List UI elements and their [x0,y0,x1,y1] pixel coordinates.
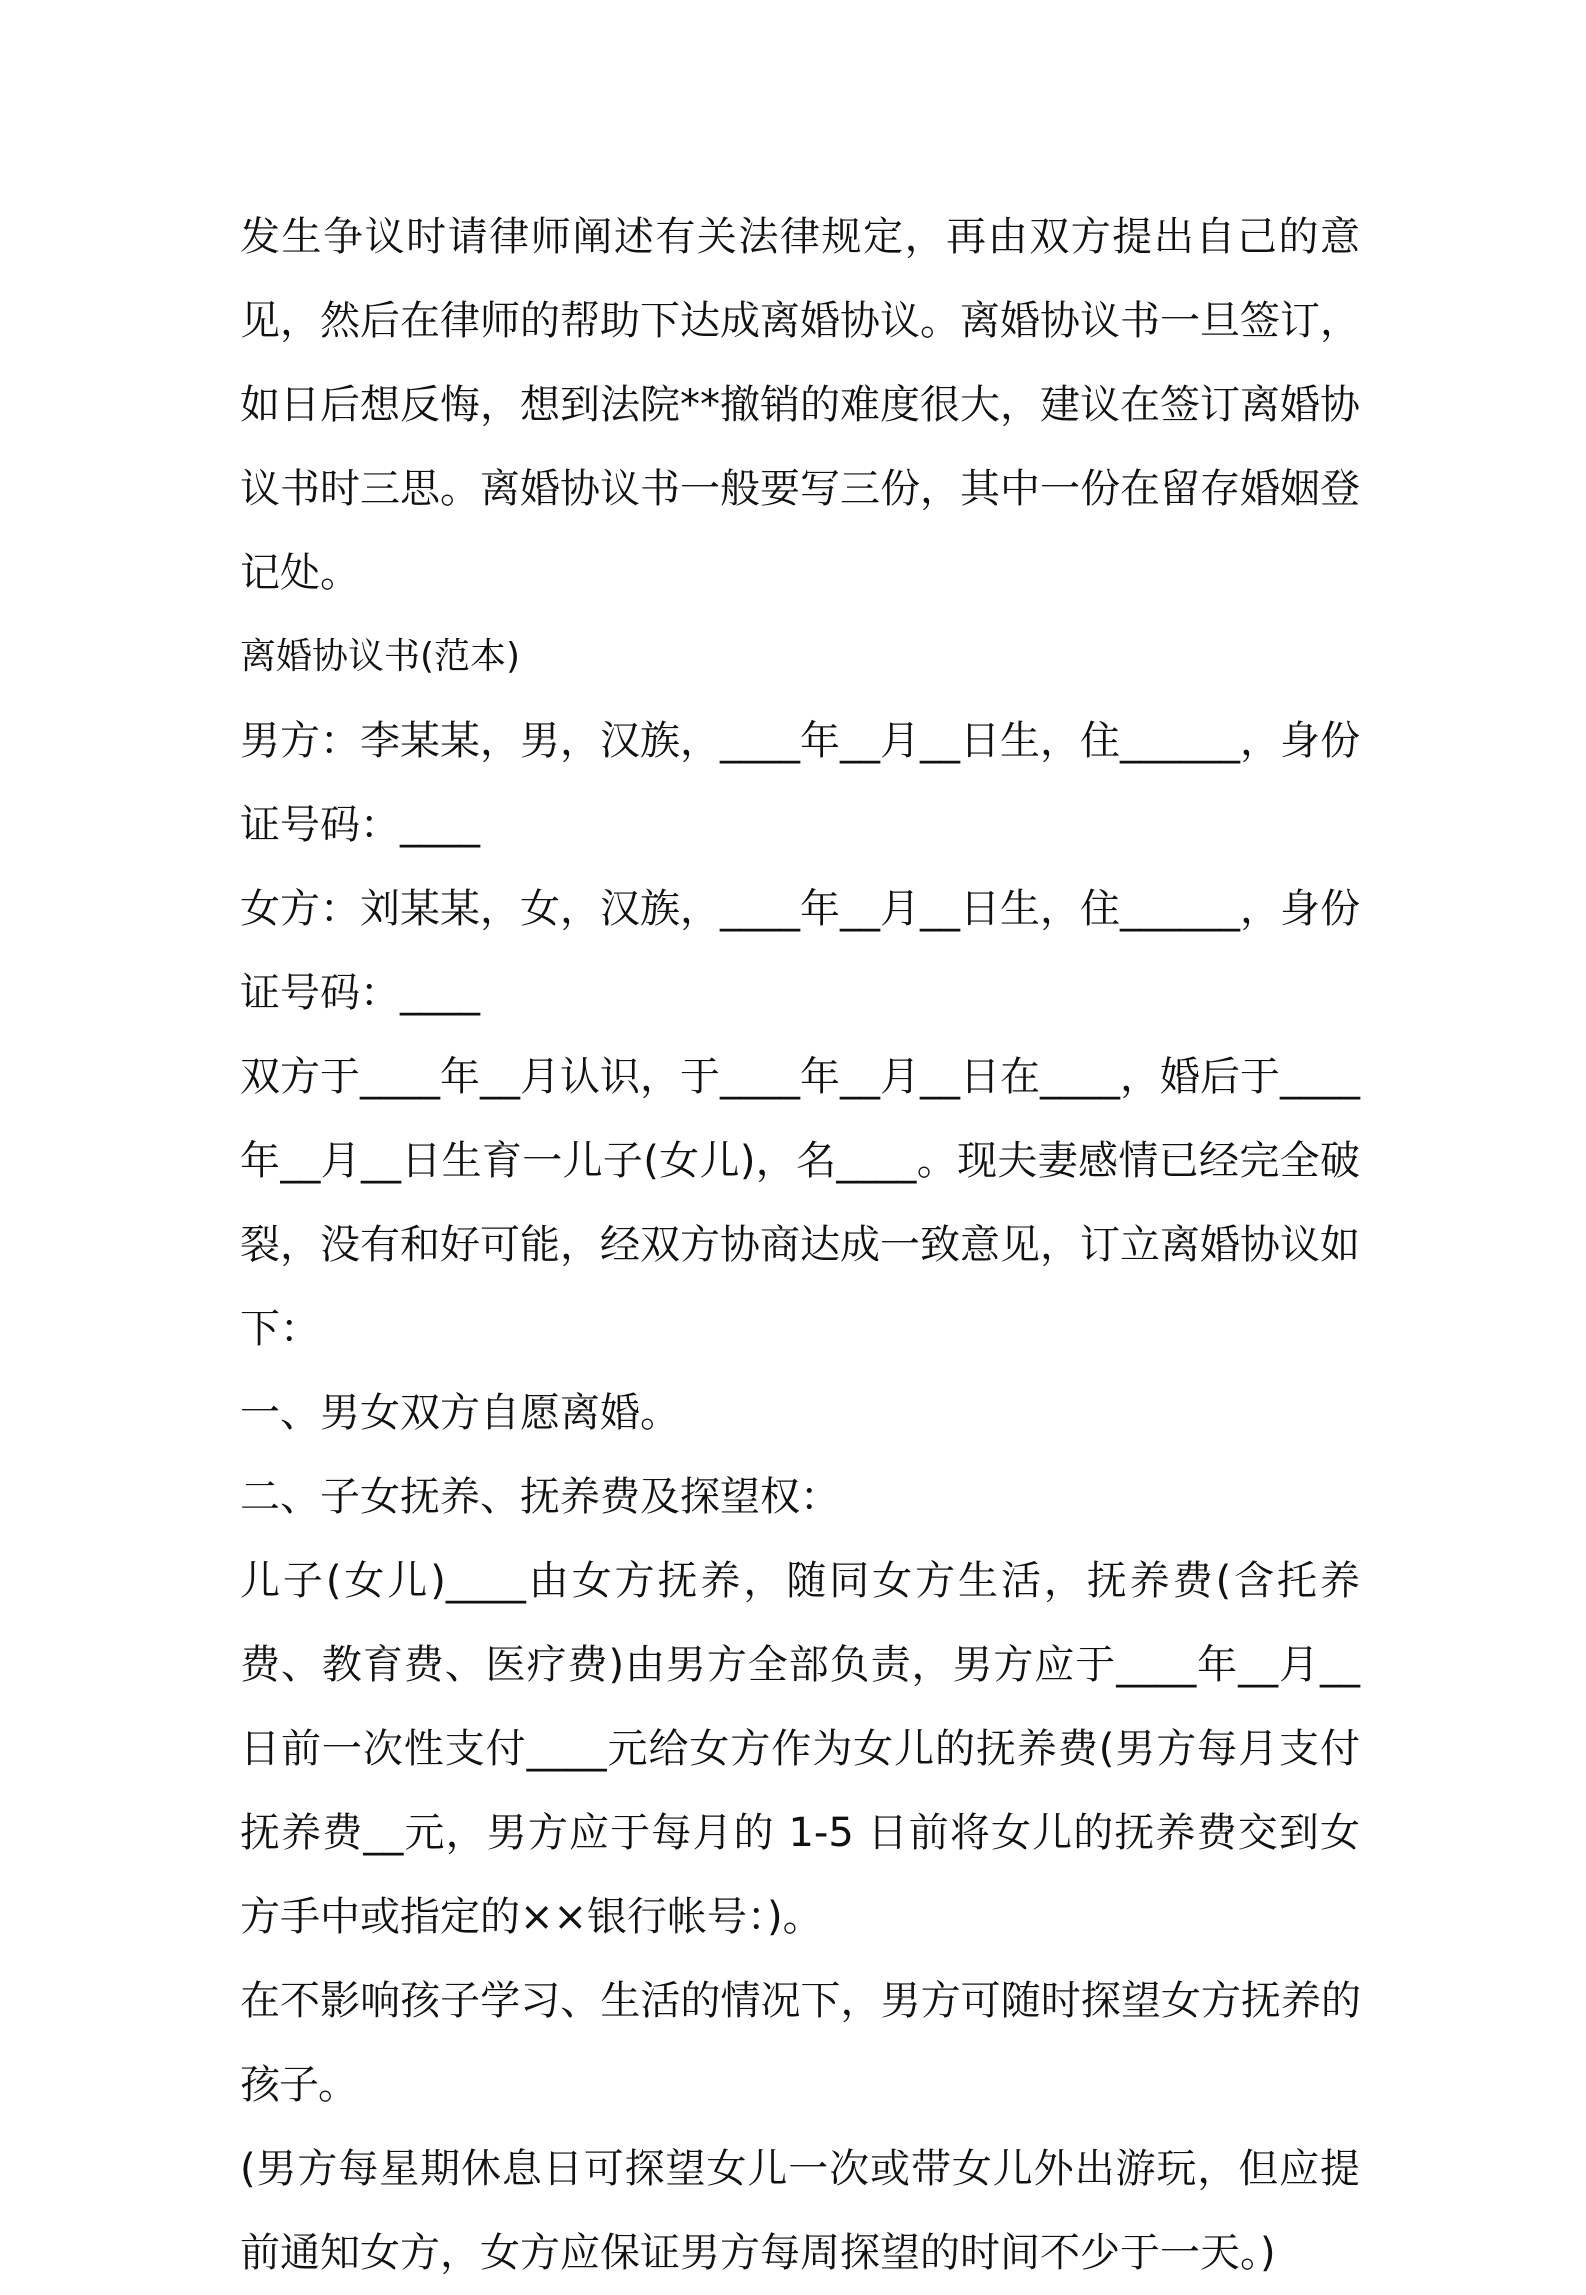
paragraph-male-party: 男方：李某某，男，汉族，____年__月__日生，住______，身份证号码：____ [240,718,1360,848]
paragraph-background: 双方于____年__月认识，于____年__月__日在____，婚后于____年__月__日生育一儿子(女儿)，名____。现夫妻感情已经完全破裂，没有和好可能，经双方协商达成一致意见，订立离婚协议如下： [240,1054,1360,1352]
clause-two-heading: 二、子女抚养、抚养费及探望权： [240,1474,840,1520]
document-body [240,195,1360,2295]
document-title: 离婚协议书(范本) [240,636,521,677]
paragraph-female-party: 女方：刘某某，女，汉族，____年__月__日生，住______，身份证号码：____ [240,886,1360,1016]
clause-one: 一、男女双方自愿离婚。 [240,1390,680,1436]
paragraph-intro: 发生争议时请律师阐述有关法律规定，再由双方提出自己的意见，然后在律师的帮助下达成离婚协议。离婚协议书一旦签订，如日后想反悔，想到法院**撤销的难度很大，建议在签订离婚协议书时三思。离婚协议书一般要写三份，其中一份在留存婚姻登记处。 [240,214,1360,596]
paragraph-child-support: 儿子(女儿)____由女方抚养，随同女方生活，抚养费(含托养费、教育费、医疗费)由男方全部负责，男方应于____年__月__日前一次性支付____元给女方作为女儿的抚养费(男方每月支付抚养费__元，男方应于每月的 1-5 日前将女儿的抚养费交到女方手中或指定的××银行帐号：)。 [240,1558,1360,1940]
paragraph-visitation: 在不影响孩子学习、生活的情况下，男方可随时探望女方抚养的孩子。 [240,1978,1360,2108]
paragraph-visitation-details: (男方每星期休息日可探望女儿一次或带女儿外出游玩，但应提前通知女方，女方应保证男方每周探望的时间不少于一天。) [240,2146,1360,2276]
